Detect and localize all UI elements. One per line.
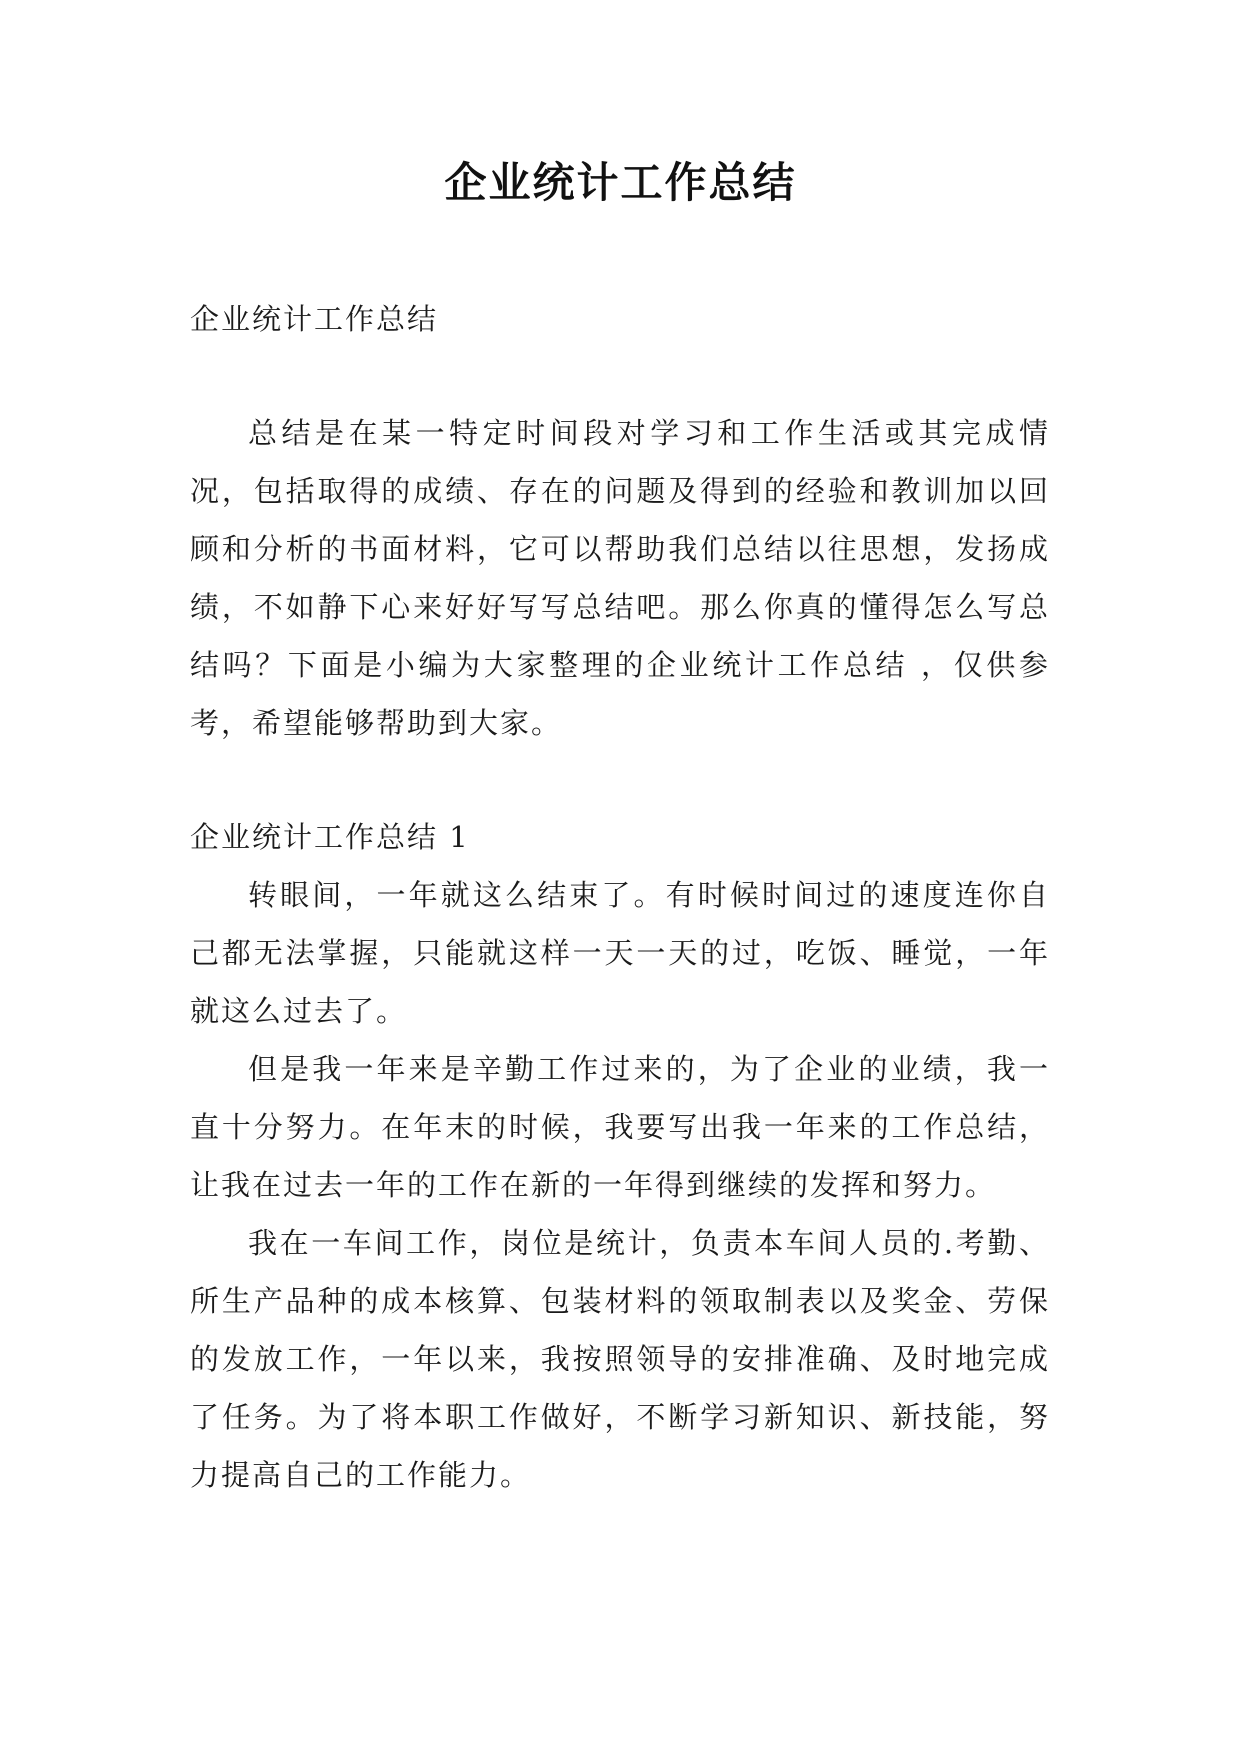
document-body <box>190 290 1050 1504</box>
intro-paragraph: 总结是在某一特定时间段对学习和工作生活或其完成情况，包括取得的成绩、存在的问题及得到的经验和教训加以回顾和分析的书面材料，它可以帮助我们总结以往思想，发扬成绩，不如静下心来好好写写总结吧。那么你真的懂得怎么写总结吗？下面是小编为大家整理的企业统计工作总结 ，仅供参考，希望能够帮助到大家。 <box>190 416 1050 740</box>
body-paragraph-2: 但是我一年来是辛勤工作过来的，为了企业的业绩，我一直十分努力。在年末的时候，我要写出我一年来的工作总结，让我在过去一年的工作在新的一年得到继续的发挥和努力。 <box>190 1052 1050 1202</box>
spacer <box>190 348 1050 404</box>
spacer <box>190 752 1050 808</box>
body-paragraph-1: 转眼间，一年就这么结束了。有时候时间过的速度连你自己都无法掌握，只能就这样一天一天的过，吃饭、睡觉，一年就这么过去了。 <box>190 878 1050 1028</box>
body-paragraph-3: 我在一车间工作，岗位是统计，负责本车间人员的.考勤、所生产品种的成本核算、包装材料的领取制表以及奖金、劳保的发放工作，一年以来，我按照领导的安排准确、及时地完成了任务。为了将本职工作做好，不断学习新知识、新技能，努力提高自己的工作能力。 <box>190 1226 1050 1492</box>
document-subtitle: 企业统计工作总结 <box>190 302 439 336</box>
page-title: 企业统计工作总结 <box>444 158 797 207</box>
section-heading: 企业统计工作总结 1 <box>190 820 470 854</box>
